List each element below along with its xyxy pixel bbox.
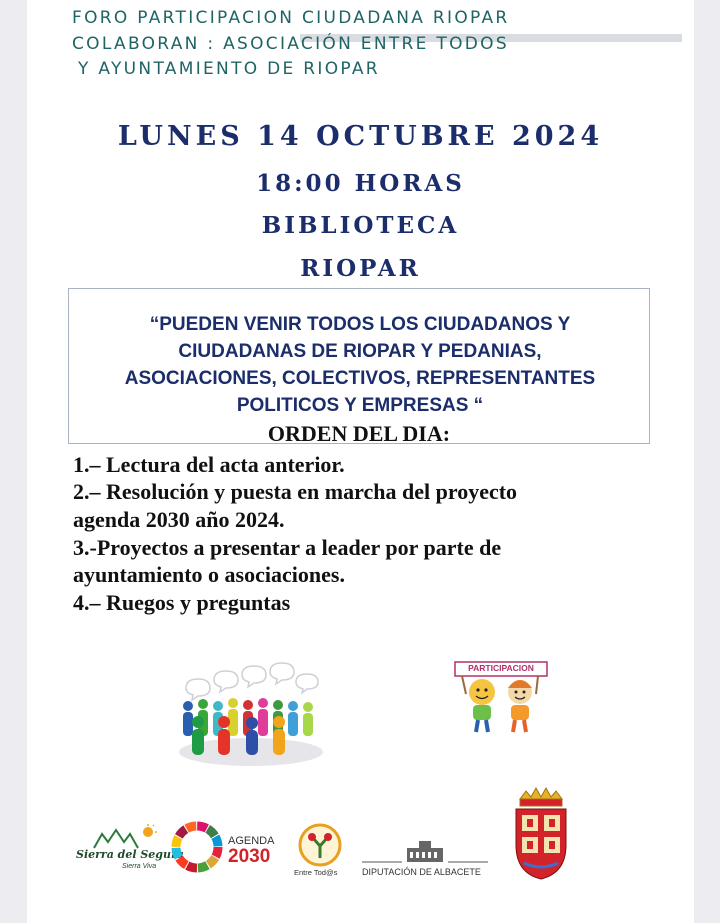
agenda-item: 4.– Ruegos y preguntas [73, 590, 291, 615]
invitation-line: POLITICOS Y EMPRESAS “ [236, 395, 484, 416]
header-town-hall: Y AYUNTAMIENTO DE RIOPAR [78, 59, 380, 79]
header-forum-title: FORO PARTICIPACION CIUDADANA RIOPAR [72, 8, 510, 28]
invitation-line: CIUDADANAS DE RIOPAR Y PEDANIAS, [178, 341, 542, 362]
participation-crowd-image [176, 660, 326, 770]
diputacion-building-icon [362, 838, 488, 864]
invitation-text [70, 311, 650, 419]
participacion-sign-text: PARTICIPACION [468, 663, 534, 673]
sdg-wheel-icon [170, 820, 224, 874]
agenda-year: 2030 [228, 846, 271, 867]
diputacion-logo-text: DIPUTACIÓN DE ALBACETE [362, 867, 481, 877]
invitation-line: “PUEDEN VENIR TODOS LOS CIUDADANOS Y [149, 314, 571, 335]
event-date: LUNES 14 OCTUBRE 2024 [117, 121, 604, 152]
agenda-item: 3.-Proyectos a presentar a leader por parte de [73, 535, 502, 560]
header-collaborators: COLABORAN : ASOCIACIÓN ENTRE TODOS [72, 34, 509, 54]
agenda-title: ORDEN DEL DIA: [267, 421, 451, 446]
entre-todos-logo-text: Entre Tod@s [294, 868, 338, 877]
event-town: RIOPAR [300, 255, 421, 282]
agenda-label: AGENDA [228, 835, 275, 847]
sierra-del-segura-logo-text: Sierra del Segura [76, 848, 184, 861]
agenda-item: agenda 2030 año 2024. [73, 507, 285, 532]
agenda-item: 2.– Resolución y puesta en marcha del proyecto [73, 479, 518, 504]
sierra-viva-text: Sierra Viva [122, 863, 157, 870]
agenda-item: ayuntamiento o asociaciones. [73, 562, 345, 587]
event-time: 18:00 HORAS [256, 170, 465, 197]
invitation-line: ASOCIACIONES, COLECTIVOS, REPRESENTANTES [124, 368, 596, 389]
riopar-coat-of-arms-icon [512, 785, 570, 881]
entre-todos-logo-icon [297, 822, 343, 868]
event-venue: BIBLIOTECA [261, 212, 460, 239]
agenda-item: 1.– Lectura del acta anterior. [73, 452, 345, 477]
